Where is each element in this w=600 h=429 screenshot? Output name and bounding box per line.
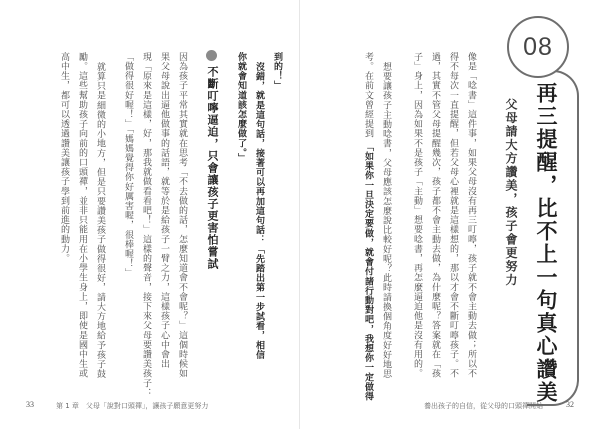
paragraph: 高中生，都可以透過讚美讓孩子學到前進的動力。 (59, 52, 69, 264)
paragraph: 「做得很好喔！」「媽媽覺得你好厲害喔，很棒喔！」 (123, 52, 133, 278)
section-heading: 不斷叮嚀逼迫，只會讓孩子更害怕嘗試 (206, 66, 219, 270)
chapter-number-badge (507, 16, 569, 78)
chapter-title: 再三提醒，比不上一句真心讚美 (534, 82, 558, 404)
section-bullet-icon (206, 50, 217, 61)
chapter-subtitle: 父母請大方讚美，孩子會更努力 (504, 98, 518, 287)
emphasis-quote-cont: 到的！」 (272, 52, 282, 91)
left-page-number: 33 (26, 400, 34, 409)
paragraph: 因為孩子平常其實就在思考「不去做的話，怎麼知道會不會呢？」這個時候如 (177, 52, 187, 379)
emphasis-quote: 你就會知道該怎麼做了。」 (236, 52, 246, 163)
emphasis-quote: 沒錯，就是這句話，接著可以再加這句話：「先踏出第一步試看，相信 (254, 62, 264, 360)
paragraph: 想要讓孩子主動唸書，父母應該怎麼說比較好呢？此時請換個角度好好地思 (381, 62, 391, 379)
emphasis-quote: 「如果你一旦決定要做，就會付諸行動對吧，我想你一定做得 (363, 142, 373, 402)
right-page-number: 32 (566, 400, 574, 409)
paragraph: 就算只是細微的小地方，但是只要讚美孩子做得很好，請大方地給予孩子鼓 (95, 62, 105, 379)
chapter-number: 08 (523, 32, 553, 61)
paragraph: 像是「唸書」這件事，如果父母沒有再三叮嚀，孩子就不會主動去做；所以不 (466, 52, 476, 379)
paragraph: 子」身上，因為如果不是孩子「主動」想要唸書，再怎麼逼迫他是沒有用的。 (412, 52, 422, 379)
paragraph: 得不每次一直提醒，但若父母心裡就是這樣想的，那以才會不斷叮嚀孩子。不 (448, 52, 458, 379)
page-gutter (299, 0, 300, 429)
left-page-footer: 第 1 章 父母「說對口頭禪」，讓孩子願意更努力 (56, 402, 209, 410)
paragraph: 勵。這些幫助孩子向前的口頭禪，並非只能用在小學生身上，即使是國中生或 (77, 52, 87, 379)
right-page-footer: 養出孩子的自信，從父母的口頭禪開始 (424, 402, 543, 410)
paragraph: 現「原來是這樣，好，那我就做看看吧！」這樣的聲音，接下來父母要讚美孩子： (141, 52, 151, 398)
paragraph: 過，其實不管父母提醒幾次，孩子都不會主動去做，為什麼呢？答案就在「孩 (430, 52, 440, 379)
paragraph: 果父母說出逼他做事的話語，就等於是給孩子一臂之力，這樣孩子心中會出 (159, 52, 169, 369)
paragraph: 考。在前文曾經提到 (363, 52, 373, 139)
